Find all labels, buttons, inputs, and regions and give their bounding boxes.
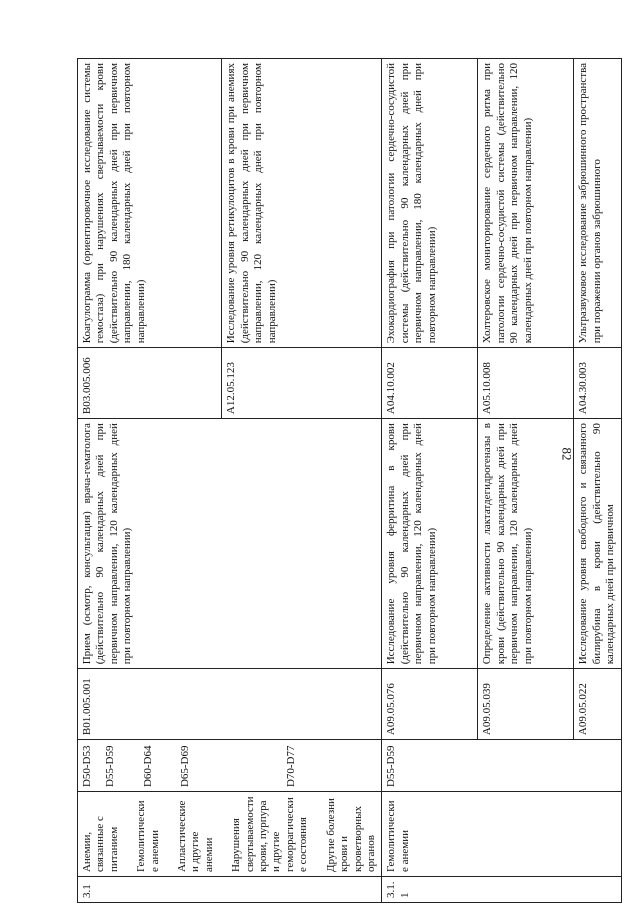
mkb-codes-cell	[78, 740, 382, 792]
disease-group: Анемии, связанные с питанием	[81, 816, 120, 873]
service-description: Определение активности лактатдегидрогеназы в крови (действительно 90 календарных дней при первичном направлении, 120 календарных дней при повторном направлении)	[478, 419, 574, 669]
disease-group: Гемолитические анемии	[382, 792, 621, 877]
landscape-sheet	[77, 58, 617, 903]
service-description: Исследование уровня ретикулоцитов в крови при анемиях (действительно 90 календарных дней при первичном направлении, 120 календарных дней при повторном направлении)	[222, 59, 382, 348]
table-row	[78, 59, 222, 903]
mkb-code: D60-D64	[141, 745, 154, 788]
row-number: 3.1	[78, 877, 382, 903]
service-description: Холтеровское мониторирование сердечного ритма при патологии сердечно-сосудистой системы (действительно 90 календарных дней при первичном направлении, 120 календарных дней при повторном направлении)	[478, 59, 574, 348]
service-code: A04.10.002	[382, 348, 478, 419]
service-description: Прием (осмотр, консультация) врача-гематолога (действительно 90 календарных дней при первичном направлении, 120 календарных дней при повторном направлении)	[78, 419, 382, 669]
row-number: 3.1.1	[382, 877, 621, 903]
table-row	[382, 59, 478, 903]
disease-group: Гемолитические анемии	[135, 800, 161, 873]
service-description: Ультразвуковое исследование забрюшинного пространства при поражении органов забрюшинного	[574, 59, 621, 348]
service-code: A12.05.123	[222, 348, 382, 419]
disease-group: Нарушения свертываемости крови, пурпура и другие геморрагические состояния	[230, 796, 310, 873]
rotated-page-frame	[77, 58, 617, 903]
service-code: A05.10.008	[478, 348, 574, 419]
mkb-code: D55-D59	[104, 745, 117, 788]
service-code: A04.30.003	[574, 348, 621, 419]
disease-group: Другие болезни крови и кроветворных органов	[324, 798, 377, 873]
service-code: B01.005.001	[78, 669, 382, 740]
service-description: Исследование уровня ферритина в крови (действительно 90 календарных дней при первичном направлении, 120 календарных дней при повторном направлении)	[382, 419, 478, 669]
mkb-code: D50-D53	[81, 745, 93, 788]
page-number: 82	[559, 447, 575, 461]
service-description: Исследование уровня свободного и связанного билирубина в крови (действительно 90 календарных дней при первичном	[574, 419, 621, 669]
service-description: Коагулограмма (ориентировочное исследование системы гемостаза) при нарушениях свертываемости крови (действительно 90 календарных дней при первичном направлении, 180 календарных дней при повторном направлении)	[78, 59, 222, 348]
mkb-code: D55-D59	[382, 740, 621, 792]
service-code: B03.005.006	[78, 348, 222, 419]
service-code: A09.05.039	[478, 669, 574, 740]
service-code: A09.05.022	[574, 669, 621, 740]
service-description: Эхокардиография при патологии сердечно-сосудистой системы (действительно 90 календарных дней при первичном направлении, 180 календарных дней при повторном направлении)	[382, 59, 478, 348]
mkb-code: D65-D69	[179, 745, 192, 788]
service-code: A09.05.076	[382, 669, 478, 740]
services-table	[77, 58, 622, 903]
mkb-code: D70-D77	[284, 745, 297, 788]
disease-group-cell	[78, 792, 382, 877]
disease-group: Апластические и другие анемии	[176, 800, 215, 873]
